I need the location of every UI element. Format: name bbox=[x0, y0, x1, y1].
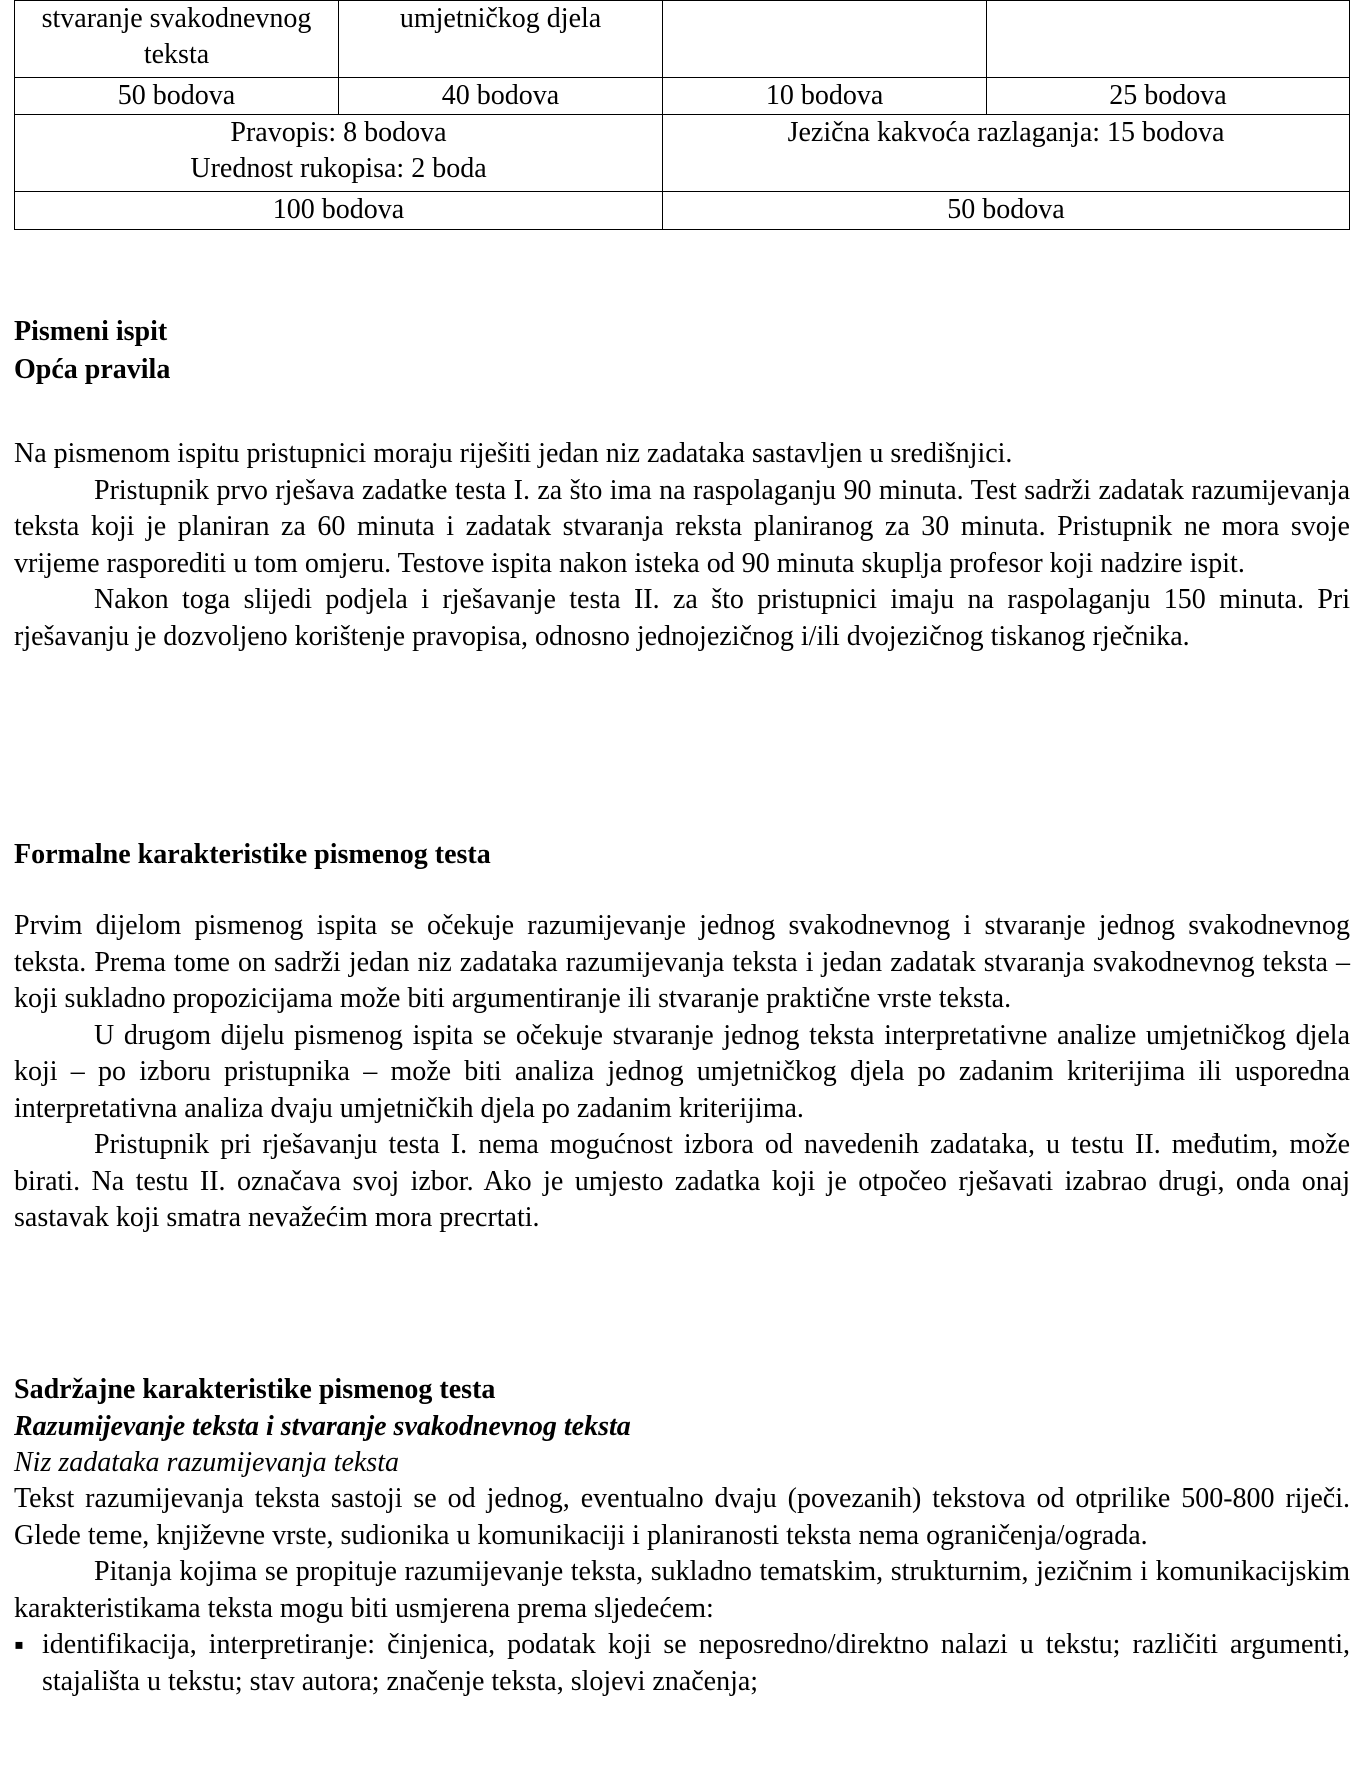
table-cell: stvaranje svakodnevnog teksta bbox=[15, 1, 339, 78]
table-row bbox=[15, 192, 1350, 230]
paragraph: Tekst razumijevanja teksta sastoji se od jednog, eventualno dvaju (povezanih) tekstova od otprilike 500-800 riječi. Glede teme, književne vrste, sudionika u komunikaciji i planiranosti teksta nema ograničenja/ograda. bbox=[14, 1483, 1350, 1551]
bullet-icon: ▪ bbox=[14, 1629, 24, 1660]
table-cell bbox=[15, 115, 663, 192]
paragraph: Nakon toga slijedi podjela i rješavanje testa II. za što pristupnici imaju na raspolaganju 150 minuta. Pri rješavanju je dozvoljeno korištenje pravopisa, odnosno jednojezičnog i/ili dvojezičnog tiskanog rječnika. bbox=[14, 584, 1350, 652]
paragraph: U drugom dijelu pismenog ispita se očekuje stvaranje jednog teksta interpretativne analize umjetničkog djela koji – po izboru pristupnika – može biti analiza jednog umjetničkog djela po zadanim kriterijima ili usporedna interpretativna analiza dvaju umjetničkih djela po zadanim kriterijima. bbox=[14, 1019, 1350, 1124]
table-cell: 50 bodova bbox=[663, 192, 1350, 230]
paragraph: Na pismenom ispitu pristupnici moraju riješiti jedan niz zadataka sastavljen u središnjici. bbox=[14, 438, 1013, 469]
table-cell: Jezična kakvoća razlaganja: 15 bodova bbox=[663, 115, 1350, 192]
table-cell: 40 bodova bbox=[339, 78, 663, 115]
table-row bbox=[15, 115, 1350, 192]
heading-written-exam: Pismeni ispit bbox=[14, 316, 168, 347]
section-formal-heading bbox=[14, 836, 1350, 874]
table-cell: 50 bodova bbox=[15, 78, 339, 115]
neatness-points: Urednost rukopisa: 2 boda bbox=[190, 153, 487, 184]
table-cell bbox=[987, 1, 1350, 78]
section-formal-characteristics bbox=[14, 908, 1350, 1237]
table-cell bbox=[663, 1, 987, 78]
paragraph: Pristupnik pri rješavanju testa I. nema mogućnost izbora od navedenih zadataka, u testu II. međutim, može birati. Na testu II. označava svoj izbor. Ako je umjesto zadatka koji je otpočeo rješavati izabrao drugi, onda onaj sastavak koji smatra nevažećim mora precrtati. bbox=[14, 1129, 1350, 1233]
paragraph: Pristupnik prvo rješava zadatke testa I. za što ima na raspolaganju 90 minuta. Test sadrži zadatak razumijevanja teksta koji je planiran za 60 minuta i zadatak stvaranja reksta planiranog za 30 minuta. Pristupnik ne mora svoje vrijeme rasporediti u tom omjeru. Testove ispita nakon isteka od 90 minuta skuplja profesor koji nadzire ispit. bbox=[14, 474, 1350, 579]
paragraph: Prvim dijelom pismenog ispita se očekuje razumijevanje jednog svakodnevnog i stvaranje jednog svakodnevnog teksta. Prema tome on sadrži jedan niz zadataka razumijevanja teksta i jedan zadatak stvaranja svakodnevnog teksta – koji sukladno propozicijama može biti argumentiranje ili stvaranje praktične vrste teksta. bbox=[14, 910, 1350, 1014]
section-content-characteristics bbox=[14, 1371, 1350, 1700]
list-item bbox=[14, 1627, 1350, 1700]
paragraph: Pitanja kojima se propituje razumijevanje teksta, sukladno tematskim, strukturnim, jezičnim i komunikacijskim karakteristikama teksta mogu biti usmjerena prema sljedećem: bbox=[14, 1556, 1350, 1624]
section-written-exam-heading bbox=[14, 313, 1350, 389]
score-table bbox=[14, 0, 1350, 230]
heading-formal-characteristics: Formalne karakteristike pismenog testa bbox=[14, 839, 491, 870]
heading-general-rules: Opća pravila bbox=[14, 354, 171, 385]
subsubheading-task-series: Niz zadataka razumijevanja teksta bbox=[14, 1447, 399, 1478]
heading-content-characteristics: Sadržajne karakteristike pismenog testa bbox=[14, 1374, 496, 1405]
subheading-text-comprehension: Razumijevanje teksta i stvaranje svakodnevnog teksta bbox=[14, 1411, 631, 1442]
table-cell: 25 bodova bbox=[987, 78, 1350, 115]
list-item-text: identifikacija, interpretiranje: činjenica, podatak koji se neposredno/direktno nalazi u tekstu; različiti argumenti, stajališta u tekstu; stav autora; značenje teksta, slojevi značenja; bbox=[42, 1629, 1350, 1697]
table-row bbox=[15, 1, 1350, 78]
document-page bbox=[14, 0, 1350, 1697]
table-cell: 10 bodova bbox=[663, 78, 987, 115]
table-row bbox=[15, 78, 1350, 115]
spelling-points: Pravopis: 8 bodova bbox=[230, 117, 447, 148]
table-cell: umjetničkog djela bbox=[339, 1, 663, 78]
table-cell: 100 bodova bbox=[15, 192, 663, 230]
section-general-rules bbox=[14, 436, 1350, 655]
